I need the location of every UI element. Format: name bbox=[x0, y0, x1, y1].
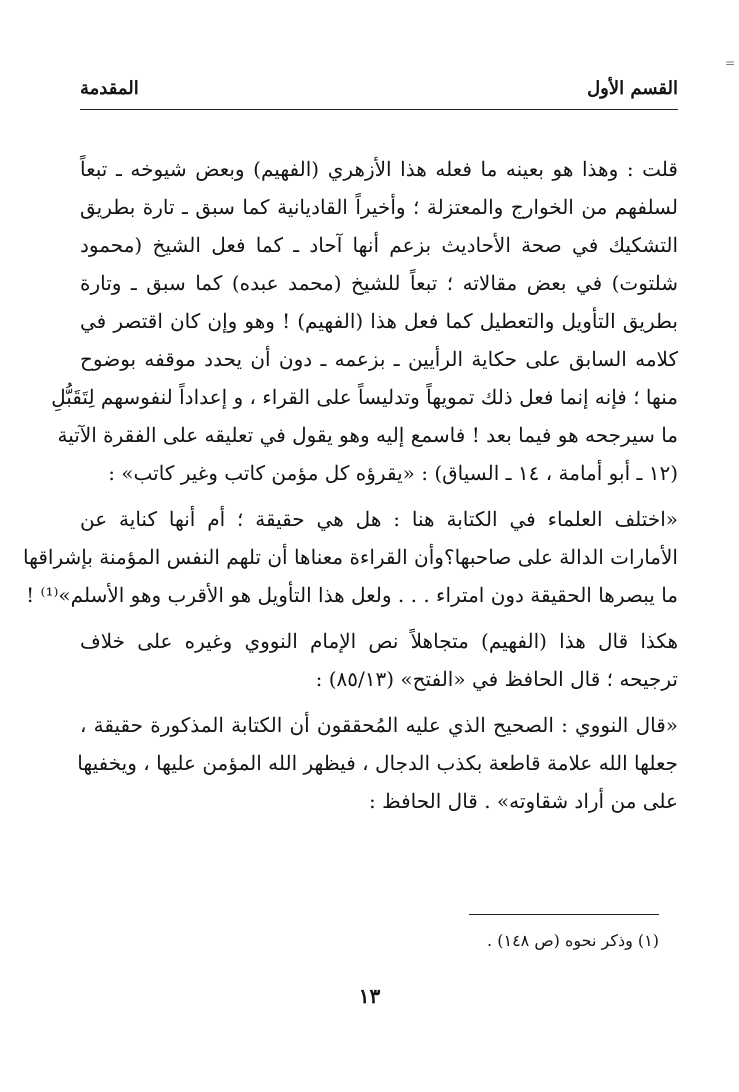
paragraph-2 bbox=[80, 622, 678, 698]
text-line: بطريق التأويل والتعطيل كما فعل هذا (الفهيم) ! وهو وإن كان اقتصر في bbox=[80, 309, 678, 333]
text-line: «قال النووي : الصحيح الذي عليه المُحققون أن الكتابة المذكورة حقيقة ، bbox=[80, 713, 678, 737]
text-line: ما سيرجحه هو فيما بعد ! فاسمع إليه وهو يقول في تعليقه على الفقرة الآتية bbox=[57, 423, 678, 447]
text-line: ما يبصرها الحقيقة دون امتراء . . . ولعل هذا التأويل هو الأقرب وهو الأسلم»⁽¹⁾ ! bbox=[26, 583, 678, 607]
running-header bbox=[80, 78, 678, 108]
paragraph-1 bbox=[51, 150, 678, 492]
header-rule bbox=[80, 109, 678, 110]
corner-mark: = bbox=[724, 56, 735, 70]
text-line: الأمارات الدالة على صاحبها؟وأن القراءة معناها أن تلهم النفس المؤمنة بإشراقها bbox=[23, 545, 678, 569]
text-line: على من أراد شقاوته» . قال الحافظ : bbox=[369, 789, 678, 813]
main-text bbox=[23, 150, 678, 820]
text-line: «اختلف العلماء في الكتابة هنا : هل هي حقيقة ؛ أم أنها كناية عن bbox=[80, 507, 678, 531]
text-line: ترجيحه ؛ قال الحافظ في «الفتح» (٨٥/١٣) : bbox=[315, 667, 678, 691]
quote-paragraph-2 bbox=[77, 706, 678, 820]
text-line: منها ؛ فإنه إنما فعل ذلك تمويهاً وتدليساً على القراء ، و إعداداً لنفوسهم لِتَقَبُّلِ bbox=[51, 385, 678, 409]
chapter-title: المقدمة bbox=[80, 78, 139, 99]
text-line: قلت : وهذا هو بعينه ما فعله هذا الأزهري (الفهيم) وبعض شيوخه ـ تبعاً bbox=[80, 157, 678, 181]
text-line: هكذا قال هذا (الفهيم) متجاهلاً نص الإمام النووي وغيره على خلاف bbox=[80, 629, 678, 653]
text-line: شلتوت) في بعض مقالاته ؛ تبعاً للشيخ (محمد عبده) كما سبق ـ وتارة bbox=[80, 271, 678, 295]
section-title: القسم الأول bbox=[587, 78, 678, 99]
text-line: جعلها الله علامة قاطعة بكذب الدجال ، فيظهر الله المؤمن عليها ، ويخفيها bbox=[77, 751, 678, 775]
quote-paragraph-1 bbox=[23, 500, 678, 614]
page-number: ١٣ bbox=[358, 984, 381, 1008]
text-line: التشكيك في صحة الأحاديث بزعم أنها آحاد ـ كما فعل الشيخ (محمود bbox=[80, 233, 678, 257]
text-line: كلامه السابق على حكاية الرأيين ـ بزعمه ـ دون أن يحدد موقفه بوضوح bbox=[80, 347, 678, 371]
footnote: (١) وذكر نحوه (ص ١٤٨) . bbox=[487, 931, 659, 950]
text-line: لسلفهم من الخوارج والمعتزلة ؛ وأخيراً القاديانية كما سبق ـ تارة بطريق bbox=[80, 195, 678, 219]
footnote-rule bbox=[469, 914, 659, 915]
text-line: (١٢ ـ أبو أمامة ، ١٤ ـ السياق) : «يقرؤه كل مؤمن كاتب وغير كاتب» : bbox=[108, 461, 678, 485]
